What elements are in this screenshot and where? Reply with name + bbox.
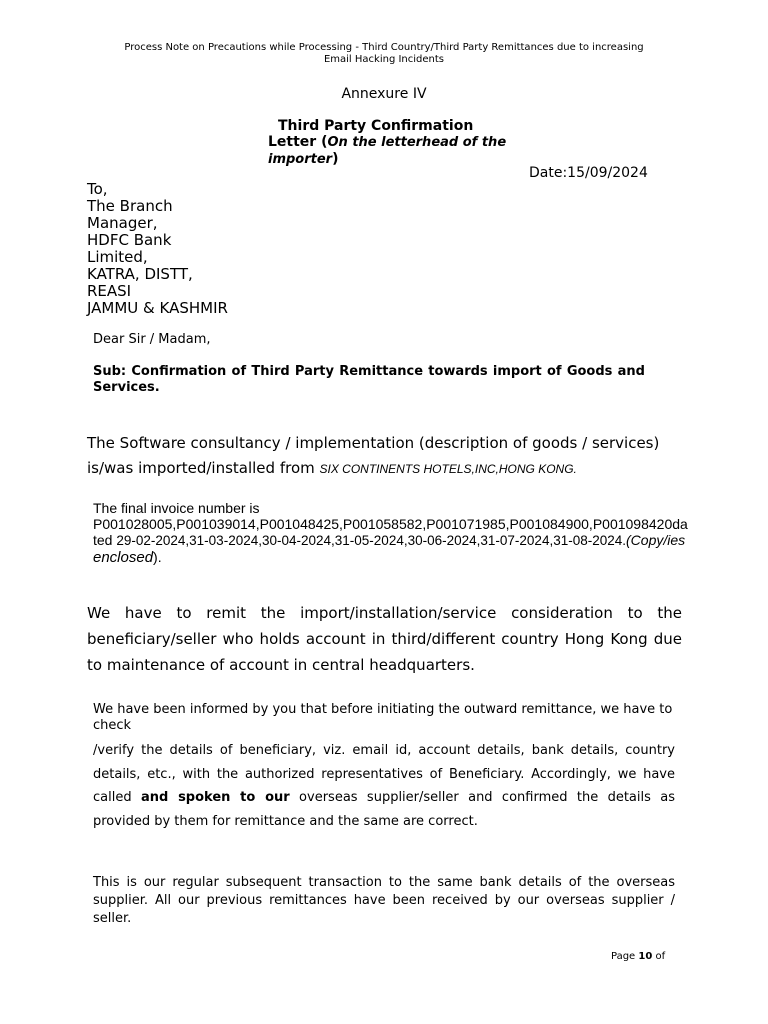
title-line-3: importer) xyxy=(268,151,339,167)
address-line: REASI xyxy=(87,282,132,300)
document-header xyxy=(0,42,768,66)
page-number: Page 10 of xyxy=(611,951,666,962)
informed-paragraph: We have been informed by you that before initiating the outward remittance, we have to check xyxy=(93,702,673,733)
address-line: JAMMU & KASHMIR xyxy=(87,299,228,317)
invoice-paragraph xyxy=(93,500,688,566)
address-line: To, xyxy=(87,180,108,198)
annexure-label: Annexure IV xyxy=(341,86,427,102)
recipient-address xyxy=(87,181,228,317)
address-line: KATRA, DISTT, xyxy=(87,265,193,283)
invoice-numbers: P001028005,P001039014,P001048425,P001058582,P001071985,P001084900,P001098420dated xyxy=(93,516,688,548)
invoice-dates: 29-02-2024,31-03-2024,30-04-2024,31-05-2024,30-06-2024,31-07-2024,31-08-2024. xyxy=(116,533,627,548)
supplier-name: SIX CONTINENTS HOTELS,INC,HONG KONG. xyxy=(319,462,577,476)
letter-date: Date:15/09/2024 xyxy=(529,165,648,181)
address-line: HDFC Bank xyxy=(87,231,172,249)
header-line-1: Process Note on Precautions while Processing - Third Country/Third Party Remittances due to increasing xyxy=(124,42,644,53)
verify-bold-text: and spoken to our xyxy=(140,790,290,805)
salutation: Dear Sir / Madam, xyxy=(93,332,211,347)
verify-paragraph: /verify the details of beneficiary, viz. email id, account details, bank details, country details, etc., with the authorized representatives of Beneficiary. Accordingly, we have called and spoken to our overseas supplier/seller and confirmed the details as provided by them for remittance and the same are correct. xyxy=(93,743,675,829)
software-paragraph: The Software consultancy / implementation (description of goods / services) is/was imported/installed from SIX CONTINENTS HOTELS,INC,HONG KONG. xyxy=(87,434,660,477)
invoice-details: P001028005,P001039014,P001048425,P001058582,P001071985,P001084900,P001098420dated 29-02-2024,31-03-2024,30-04-2024,31-05-2024,30-06-2024,31-07-2024,31-08-2024.(Copy/ies enclosed). xyxy=(93,516,688,566)
invoice-intro: The final invoice number is xyxy=(93,500,260,516)
address-line: Limited, xyxy=(87,248,148,266)
remit-paragraph: We have to remit the import/installation/service consideration to the beneficiary/seller who holds account in third/different country Hong Kong due to maintenance of account in central headquarters. xyxy=(87,604,682,674)
header-line-2: Email Hacking Incidents xyxy=(323,54,445,65)
letter-title xyxy=(268,118,508,168)
address-line: The Branch xyxy=(87,197,173,215)
title-line-2: Letter (On the letterhead of the xyxy=(268,134,507,150)
subject-line: Sub: Confirmation of Third Party Remittance towards import of Goods and Services. xyxy=(93,364,645,395)
address-line: Manager, xyxy=(87,214,158,232)
regular-transaction-paragraph: This is our regular subsequent transaction to the same bank details of the overseas supplier. All our previous remittances have been received by our overseas supplier / seller. xyxy=(93,875,675,926)
title-line-1: Third Party Confirmation xyxy=(278,118,474,134)
